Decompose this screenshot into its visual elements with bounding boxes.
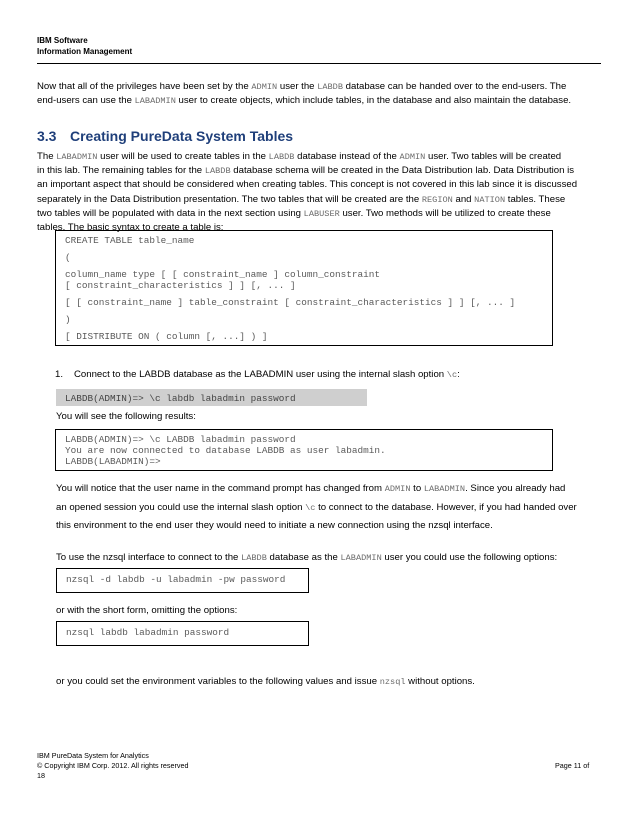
notice-line-1: You will notice that the user name in the command prompt has changed from ADMIN to LABADMIN. Since you already had [56, 483, 566, 494]
code-line: ( [65, 252, 71, 263]
footer-page-number: Page 11 of [555, 761, 590, 770]
body-line-2: in this lab. The remaining tables for the LABDB database schema will be created in the Data Distribution lab. Data Distribution is [37, 165, 575, 177]
intro-paragraph [37, 80, 603, 108]
code-line: column_name type [ [ constraint_name ] column_constraint [65, 269, 381, 280]
code-line: LABDB(ADMIN)=> \c LABDB labadmin password [65, 434, 296, 445]
body-paragraph [37, 150, 603, 235]
nzsql-intro: To use the nzsql interface to connect to the LABDB database as the LABADMIN user you could use the following options: [56, 552, 558, 563]
code-line: [ DISTRIBUTE ON ( column [, ...] ) ] [65, 331, 268, 342]
code-line: ) [65, 314, 71, 325]
notice-line-3: this environment to the end user they would need to initiate a new connection using the nzsql interface. [56, 520, 493, 531]
body-line-1: The LABADMIN user will be used to create tables in the LABDB database instead of the ADMIN user. Two tables will be created [37, 151, 562, 162]
command-nzsql-short: nzsql labdb labadmin password [56, 621, 309, 646]
command-connect-slash: LABDB(ADMIN)=> \c labdb labadmin password [56, 389, 367, 406]
code-line: [ constraint_characteristics ] ] [, ... ] [65, 280, 296, 291]
code-line: CREATE TABLE table_name [65, 235, 195, 246]
section-number: 3.3 [37, 128, 57, 144]
short-form-label: or with the short form, omitting the options: [56, 605, 238, 616]
section-title: Creating PureData System Tables [70, 128, 294, 144]
body-line-3: an important aspect that should be considered when creating tables. This concept is not covered in this lab since it is discussed [37, 179, 578, 191]
body-line-6: tables. The basic syntax to create a table is: [37, 222, 224, 234]
code-line: You are now connected to database LABDB as user labadmin. [65, 445, 386, 456]
intro-line-1: Now that all of the privileges have been set by the ADMIN user the LABDB database can be handed over to the end-users. The [37, 81, 567, 92]
code-line: LABDB(LABADMIN)=> [65, 456, 161, 467]
footer-page-total: 18 [37, 771, 45, 780]
env-variables-line: or you could set the environment variables to the following values and issue nzsql without options. [56, 676, 475, 687]
syntax-code-block [55, 230, 553, 346]
step-1: 1. Connect to the LABDB database as the LABADMIN user using the internal slash option \c: [55, 369, 460, 380]
results-code-block [55, 429, 553, 471]
header-product: IBM Software [37, 36, 88, 45]
body-line-4: separately in the Data Distribution presentation. The two tables that will be created are the REGION and NATION tables. These [37, 193, 566, 205]
footer-product: IBM PureData System for Analytics [37, 751, 149, 760]
notice-line-2: an opened session you could use the internal slash option \c to connect to the database. However, if you had handed over [56, 502, 577, 513]
section-heading [37, 128, 293, 144]
header-division: Information Management [37, 47, 133, 56]
code-line: [ [ constraint_name ] table_constraint [ constraint_characteristics ] ] [, ... ] [65, 297, 516, 308]
intro-line-2: end-users can use the LABADMIN user to create objects, which include tables, in the database and also maintain the database. [37, 95, 572, 107]
header-rule [37, 63, 601, 64]
command-nzsql-long: nzsql -d labdb -u labadmin -pw password [56, 568, 309, 593]
footer-copyright: © Copyright IBM Corp. 2012. All rights reserved [37, 761, 189, 770]
step-number: 1. [55, 369, 64, 380]
results-label: You will see the following results: [56, 411, 196, 422]
body-line-5: two tables will be populated with data in the next section using LABUSER user. Two methods will be utilized to create these [37, 207, 551, 219]
